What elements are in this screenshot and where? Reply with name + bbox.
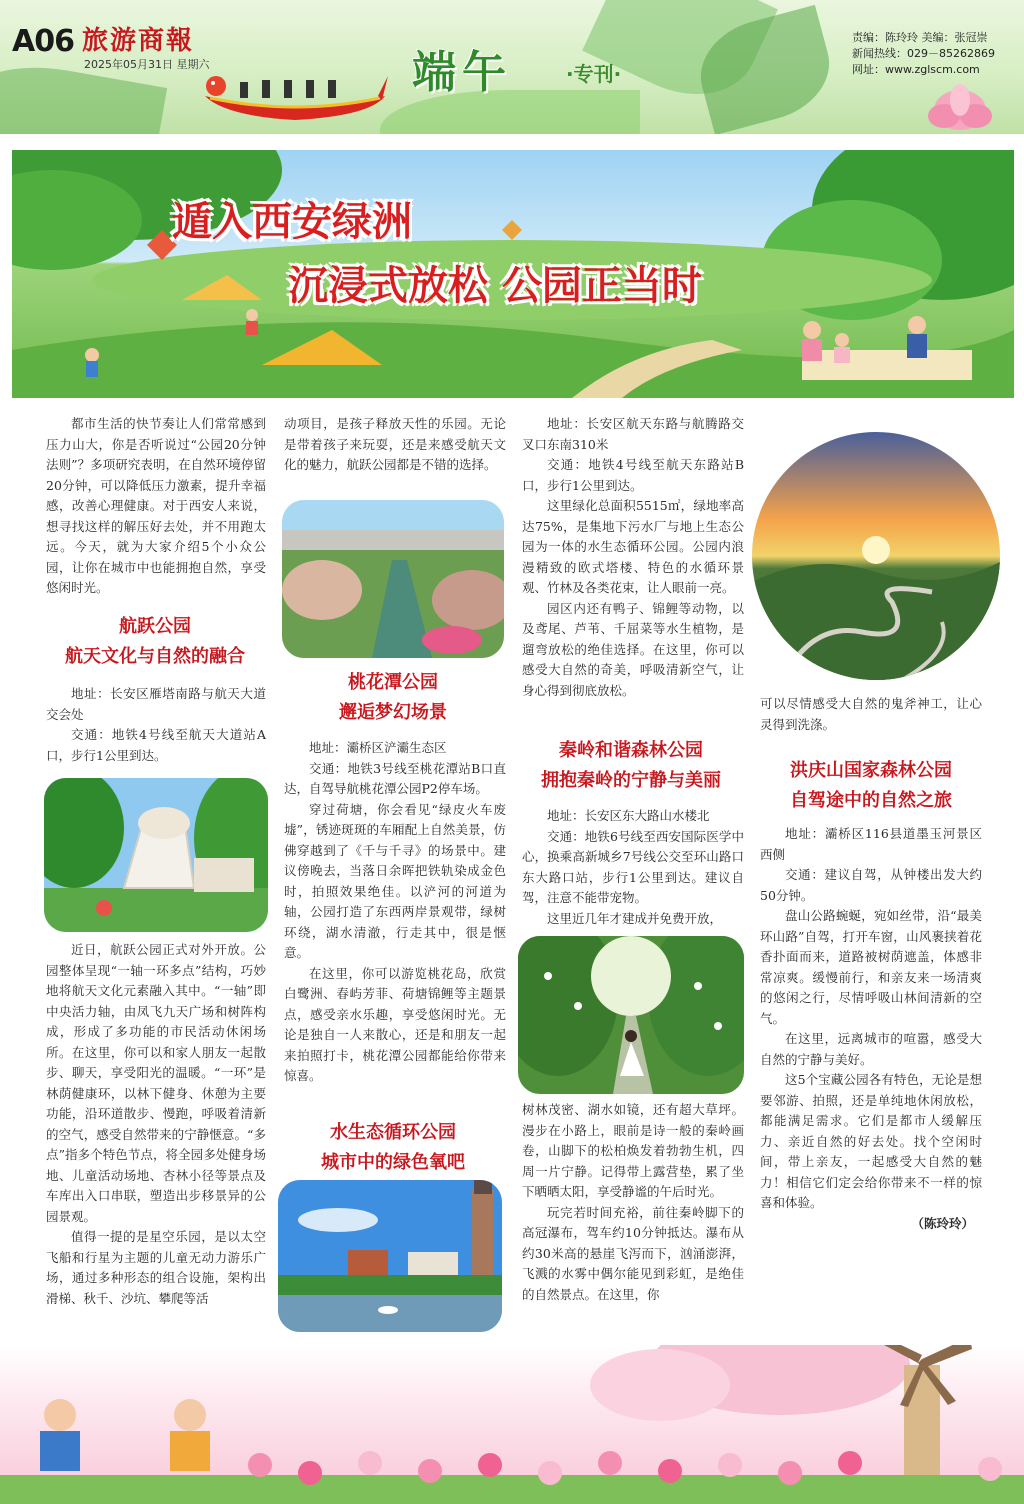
intro-paragraph: 都市生活的快节奏让人们常常感到压力山大，你是否听说过“公园20分钟法则”？多项研究表明，在自然环境停留20分钟，可以降低压力激素，提升幸福感，改善心理健康。对于西安人来说，想寻找这样的解压好去处，并不用跑太远。今天，就为大家介绍5个小众公园，让你在城市中也能拥抱自然，享受悠闲时光。: [46, 416, 266, 595]
closing-paragraph: 这5个宝藏公园各有特色，无论是想要邻游、拍照，还是单纯地休闲放松，都能满足需求。它们是都市人缓解压力、亲近自然的好去处。找个空闲时间，带上亲友，一起感受大自然的魅力！相信它们定会给你带来不一样的惊喜和体验。: [760, 1072, 982, 1210]
park3-paragraph: 园区内还有鸭子、锦鲤等动物，以及鸢尾、芦苇、千屈菜等水生植物，是遛弯放松的绝佳选择。在这里，你可以感受大自然的奇美，呼吸清新空气，让身心得到彻底放松。: [522, 600, 744, 698]
column-1-intro: [46, 414, 266, 599]
park1-heading: [40, 612, 270, 672]
park4-address: 地址：长安区东大路山水楼北: [547, 808, 710, 823]
section-subtitle: ·专刊·: [566, 62, 622, 86]
dragon-boat-icon: [200, 56, 390, 126]
park5-subtitle: 自驾途中的自然之旅: [790, 790, 952, 811]
park5-address: 地址：灞桥区116县道墨玉河景区西侧: [760, 826, 982, 862]
park4-transit: 交通：地铁6号线至西安国际医学中心，换乘高新城乡7号线公交至环山路口东大路口站，步行1公里到达。建议自驾，注意不能带宠物。: [522, 828, 744, 905]
author-byline: （陈玲玲）: [911, 1215, 974, 1231]
editor-info: [852, 30, 995, 78]
park5-heading: [756, 756, 986, 816]
park2-transit: 交通：地铁3号线至桃花潭站B口直达，自驾导航桃花潭公园P2停车场。: [284, 760, 506, 796]
park2-body: [284, 738, 506, 1087]
park3-photo: [278, 1180, 502, 1332]
park1-address: 地址：长安区雁塔南路与航天大道交会处: [46, 686, 266, 722]
park1-body: [46, 940, 266, 1309]
issue-date: 2025年05月31日 星期六: [84, 58, 210, 71]
editor-line: 责编：陈玲玲 美编：张冠崇: [852, 31, 988, 44]
paper-logo: 旅游商報: [82, 26, 195, 56]
park3-body: [522, 414, 744, 701]
headline-line-1: 遁入西安绿洲: [172, 199, 412, 245]
headline-line-2: 沉浸式放松 公园正当时: [288, 263, 702, 309]
tower-lake-image: [278, 1180, 502, 1332]
flower-field-icon: [0, 1345, 1024, 1504]
park2-title: 桃花潭公园: [348, 672, 438, 693]
park2-address: 地址：灞桥区浐灞生态区: [309, 740, 447, 755]
river-image: [282, 500, 504, 658]
park2-paragraph: 穿过荷塘，你会看见“绿皮火车废墟”，锈迹斑斑的车厢配上自然美景，仿佛穿越到了《千与千寻》的场景中。建议傍晚去，当落日余晖把铁轨染成金色时，拍照效果绝佳。以浐河的河道为轴，公园打造了东西两岸景观带，绿树环绕，湖水清澈，行走其中，很是惬意。: [284, 801, 506, 960]
park1-info: [46, 684, 266, 766]
park5-paragraph: 在这里，远离城市的喧嚣，感受大自然的宁静与美好。: [760, 1031, 982, 1067]
headline-banner: [12, 150, 1014, 398]
forest-path-image: [518, 936, 744, 1094]
park4-photo: [518, 936, 744, 1094]
park4-paragraph: 玩完若时间充裕，前往秦岭脚下的高冠瀑布，驾车约10分钟抵达。瀑布从约30米高的悬崖飞泻而下，汹涌澎湃，飞溅的水雾中偶尔能见到彩虹，是绝佳的自然景点。在这里，你: [522, 1204, 744, 1302]
playground-image: [44, 778, 268, 932]
park1-paragraph: 动项目，是孩子释放天性的乐园。无论是带着孩子来玩耍，还是来感受航天文化的魅力，航跃公园都是不错的选择。: [284, 416, 506, 472]
footer-illustration: [0, 1345, 1024, 1504]
mountain-road-image: [752, 432, 1000, 680]
park4-info: [522, 806, 744, 929]
park5-body: [760, 824, 982, 1234]
hotline: 新闻热线：029－85262869: [852, 47, 995, 60]
park3-subtitle: 城市中的绿色氧吧: [321, 1152, 465, 1173]
park4-title: 秦岭和谐森林公园: [559, 740, 703, 761]
park5-photo: [752, 432, 1000, 680]
column-2-top: [284, 414, 506, 476]
section-title: 端午: [412, 47, 512, 98]
park4-body: [522, 1100, 744, 1305]
park2-heading: [282, 668, 504, 728]
park1-paragraph: 值得一提的是星空乐园，是以太空飞船和行星为主题的儿童无动力游乐广场，通过多种形态的组合设施，架构出滑梯、秋千、沙坑、攀爬等活: [46, 1229, 266, 1306]
park5-title: 洪庆山国家森林公园: [790, 760, 952, 781]
park5-transit: 交通：建议自驾，从钟楼出发大约50分钟。: [760, 867, 982, 903]
park2-photo: [282, 500, 504, 658]
park4-heading: [518, 736, 744, 796]
park1-title: 航跃公园: [119, 616, 191, 637]
park3-title: 水生态循环公园: [330, 1122, 456, 1143]
park3-heading: [282, 1118, 504, 1178]
park1-subtitle: 航天文化与自然的融合: [65, 646, 245, 667]
column-4-top: [760, 694, 982, 735]
park1-paragraph: 近日，航跃公园正式对外开放。公园整体呈现“一轴一环多点”结构，巧妙地将航天文化元素融入其中。“一轴”即中央活力轴，由凤飞九天广场和树阵构成，形成了多功能的市民活动休闲场所。在这里，你可以和家人朋友一起散步、聊天，享受阳光的温暖。“一环”是林荫健康环，以林下健身、休憩为主要功能，沿环道散步、慢跑，呼吸着清新的空气，感受自然带来的宁静惬意。“多点”指多个特色节点，将全园多处健身场地、儿童活动场地、杏林小径等景点及车库出入口串联，塑造出步移景异的公园景观。: [46, 942, 266, 1224]
park2-paragraph: 在这里，你可以游览桃花岛，欣赏白鹭洲、春屿芳菲、荷塘锦鲤等主题景点，感受亲水乐趣，享受悠闲时光。无论是独自一人来散心，还是和朋友一起来拍照打卡，桃花潭公园都能给你带来惊喜。: [284, 965, 506, 1083]
masthead: [0, 0, 1024, 134]
park1-transit: 交通：地铁4号线至航天大道站A口，步行1公里到达。: [46, 727, 266, 763]
park4-paragraph: 这里近几年才建成并免费开放，: [547, 910, 723, 926]
park5-paragraph: 盘山公路蜿蜒，宛如丝带，沿“最美环山路”自驾，打开车窗，山风裹挟着花香扑面而来，道路被树荫遮盖，体感非常凉爽。缓慢前行，和亲友来一场清爽的悠闲之行，尽情呼吸山林间清新的空气。: [760, 908, 982, 1026]
park4-subtitle: 拥抱秦岭的宁静与美丽: [541, 770, 721, 791]
website: 网址：www.zglscm.com: [852, 63, 980, 76]
park3-transit: 交通：地铁4号线至航天东路站B口，步行1公里到达。: [522, 457, 744, 493]
park3-address: 地址：长安区航天东路与航腾路交叉口东南310米: [522, 416, 744, 452]
park4-paragraph: 可以尽情感受大自然的鬼斧神工，让心灵得到洗涤。: [760, 696, 982, 732]
park1-photo: [44, 778, 268, 932]
park2-subtitle: 邂逅梦幻场景: [339, 702, 447, 723]
page-number: A06: [12, 24, 74, 59]
park4-paragraph: 树林茂密、湖水如镜，还有超大草坪。漫步在小路上，眼前是诗一般的秦岭画卷，山脚下的松柏焕发着勃勃生机，四周一片宁静。记得带上露营垫，累了坐下晒晒太阳，享受静谧的午后时光。: [522, 1102, 744, 1199]
park3-paragraph: 这里绿化总面积5515㎡，绿地率高达75%，是集地下污水厂与地上生态公园为一体的水生态循环公园。公园内浪漫精致的欧式塔楼、特色的水循环景观、竹林及各类花束，让人眼前一亮。: [522, 498, 744, 595]
